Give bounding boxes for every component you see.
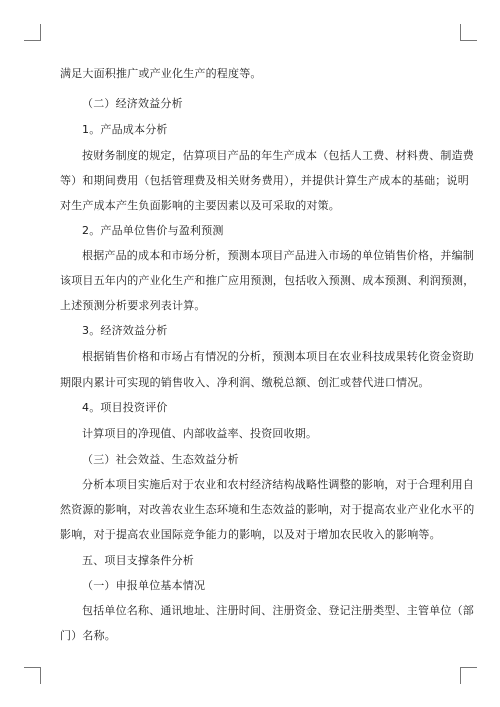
chapter-heading: 五、项目支撑条件分析 bbox=[82, 554, 194, 567]
paragraph-line: 包括单位名称、通讯地址、注册时间、注册资金、登记注册类型、主管单位（部 bbox=[82, 604, 474, 617]
paragraph-line: 计算项目的净现值、内部收益率、投资回收期。 bbox=[82, 427, 318, 440]
paragraph-line: 按财务制度的规定，估算项目产品的年生产成本（包括人工费、材料费、制造费 bbox=[82, 149, 474, 162]
subsection-heading: 2。产品单位售价与盈利预测 bbox=[82, 224, 224, 237]
subsection-heading: 4。项目投资评价 bbox=[82, 401, 168, 414]
subsection-heading: 1。产品成本分析 bbox=[82, 123, 168, 136]
crop-mark-bottom-right bbox=[460, 667, 477, 684]
crop-mark-top-left bbox=[24, 24, 41, 41]
section-heading: （二）经济效益分析 bbox=[82, 97, 183, 110]
crop-mark-top-right bbox=[460, 24, 477, 41]
subsection-heading: 3。经济效益分析 bbox=[82, 324, 168, 337]
paragraph-line: 根据销售价格和市场占有情况的分析，预测本项目在农业科技成果转化资金资助 bbox=[82, 350, 474, 363]
paragraph-line: 门）名称。 bbox=[60, 629, 116, 642]
paragraph-line: 对生产成本产生负面影响的主要因素以及可采取的对策。 bbox=[60, 199, 340, 212]
paragraph-line: 等）和期间费用（包括管理费及相关财务费用），并提供计算生产成本的基础；说明 bbox=[60, 174, 469, 187]
section-heading: （一）申报单位基本情况 bbox=[82, 579, 206, 592]
paragraph-line: 上述预测分析要求列表计算。 bbox=[60, 299, 206, 312]
paragraph-line: 分析本项目实施后对于农业和农村经济结构战略性调整的影响，对于合理利用自 bbox=[82, 478, 474, 491]
paragraph-line: 根据产品的成本和市场分析，预测本项目产品进入市场的单位销售价格，并编制 bbox=[82, 249, 474, 262]
section-heading: （三）社会效益、生态效益分析 bbox=[82, 453, 239, 466]
paragraph-line: 然资源的影响，对改善农业生态环境和生态效益的影响，对于提高农业产业化水平的 bbox=[60, 503, 475, 516]
paragraph-line: 满足大面积推广或产业化生产的程度等。 bbox=[60, 67, 262, 80]
crop-mark-bottom-left bbox=[24, 667, 41, 684]
paragraph-line: 该项目五年内的产业化生产和推广应用预测，包括收入预测、成本预测、利润预测， bbox=[60, 274, 475, 287]
paragraph-line: 影响，对于提高农业国际竞争能力的影响，以及对于增加农民收入的影响等。 bbox=[60, 528, 441, 541]
paragraph-line: 期限内累计可实现的销售收入、净利润、缴税总额、创汇或替代进口情况。 bbox=[60, 376, 430, 389]
